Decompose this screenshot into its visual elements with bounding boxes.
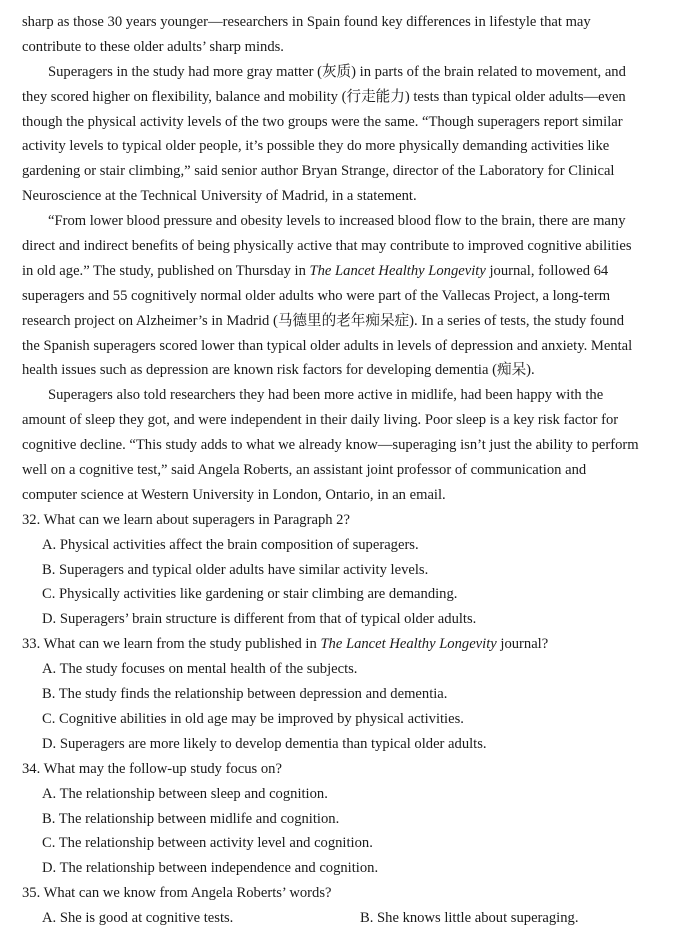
text-line: cognitive decline. “This study adds to what we already know—superaging isn’t just the ability to perform — [22, 437, 639, 454]
text-line: direct and indirect benefits of being physically active that may contribute to improved cognitive abilities — [22, 238, 632, 255]
text-line: Neuroscience at the Technical University of Madrid, in a statement. — [22, 188, 417, 205]
option-a: A. She is good at cognitive tests. — [42, 910, 234, 927]
paragraph-1 — [22, 10, 670, 60]
text-segment: journal, followed 64 — [485, 262, 609, 279]
journal-title: The Lancet Healthy Longevity — [309, 262, 486, 279]
text-line: Superagers also told researchers they had been more active in midlife, had been happy with the — [48, 387, 604, 404]
text-line: gardening or stair climbing,” said senior author Bryan Strange, director of the Laboratory for Clinical — [22, 163, 615, 180]
option-b: B. Superagers and typical older adults have similar activity levels. — [42, 561, 429, 578]
text-line: contribute to these older adults’ sharp minds. — [22, 38, 284, 55]
text-line: they scored higher on flexibility, balance and mobility (行走能力) tests than typical older adults—even — [22, 88, 626, 105]
question-stem: 34. What may the follow-up study focus on? — [22, 760, 282, 777]
option-c: C. The relationship between activity level and cognition. — [42, 835, 373, 852]
paragraph-3 — [22, 209, 670, 383]
paragraph-2 — [22, 60, 670, 209]
document-page — [22, 10, 670, 931]
text-line: superagers and 55 cognitively normal older adults who were part of the Vallecas Project, a long-term — [22, 287, 611, 304]
text-segment: 33. What can we learn from the study published in — [22, 636, 321, 653]
option-a: A. The study focuses on mental health of the subjects. — [42, 661, 358, 678]
option-row — [22, 906, 670, 931]
text-line: amount of sleep they got, and were independent in their daily living. Poor sleep is a key risk factor for — [22, 412, 619, 429]
question-stem: 35. What can we know from Angela Roberts’ words? — [22, 885, 332, 902]
text-line: health issues such as depression are known risk factors for developing dementia (痴呆). — [22, 362, 535, 379]
paragraph-4 — [22, 383, 670, 507]
question-stem: 32. What can we learn about superagers in Paragraph 2? — [22, 511, 350, 528]
text-segment: in old age.” The study, published on Thursday in — [22, 262, 310, 279]
text-line: “From lower blood pressure and obesity levels to increased blood flow to the brain, there are many — [48, 213, 626, 230]
option-b: B. The study finds the relationship between depression and dementia. — [42, 686, 448, 703]
option-c: C. Physically activities like gardening or stair climbing are demanding. — [42, 586, 458, 603]
text-line: sharp as those 30 years younger—researchers in Spain found key differences in lifestyle that may — [22, 14, 591, 30]
option-d: D. Superagers are more likely to develop dementia than typical older adults. — [42, 735, 487, 752]
text-line: research project on Alzheimer’s in Madrid (马德里的老年痴呆症). In a series of tests, the study found — [22, 312, 624, 329]
text-line: though the physical activity levels of the two groups were the same. “Though superagers report similar — [22, 113, 623, 130]
option-a: A. The relationship between sleep and cognition. — [42, 785, 328, 802]
text-line: well on a cognitive test,” said Angela Roberts, an assistant joint professor of communication and — [22, 462, 587, 479]
text-line: computer science at Western University in London, Ontario, in an email. — [22, 486, 446, 503]
option-c: C. Cognitive abilities in old age may be improved by physical activities. — [42, 710, 464, 727]
question-34 — [22, 757, 670, 881]
text-line: the Spanish superagers scored lower than typical older adults in levels of depression and anxiety. Mental — [22, 337, 633, 354]
question-stem — [22, 632, 670, 657]
option-d: D. The relationship between independence and cognition. — [42, 860, 379, 877]
option-b: B. She knows little about superaging. — [360, 910, 579, 927]
option-a: A. Physical activities affect the brain composition of superagers. — [42, 536, 419, 553]
text-line: activity levels to typical older people, it’s possible they do more physically demanding activities like — [22, 138, 610, 155]
text-line: Superagers in the study had more gray matter (灰质) in parts of the brain related to movement, and — [48, 63, 626, 80]
option-b: B. The relationship between midlife and cognition. — [42, 810, 340, 827]
option-d: D. Superagers’ brain structure is different from that of typical older adults. — [42, 611, 477, 628]
text-segment: journal? — [496, 636, 549, 653]
text-line — [22, 259, 670, 284]
question-33 — [22, 632, 670, 756]
journal-title: The Lancet Healthy Longevity — [320, 636, 497, 653]
question-35 — [22, 881, 670, 931]
question-32 — [22, 508, 670, 632]
